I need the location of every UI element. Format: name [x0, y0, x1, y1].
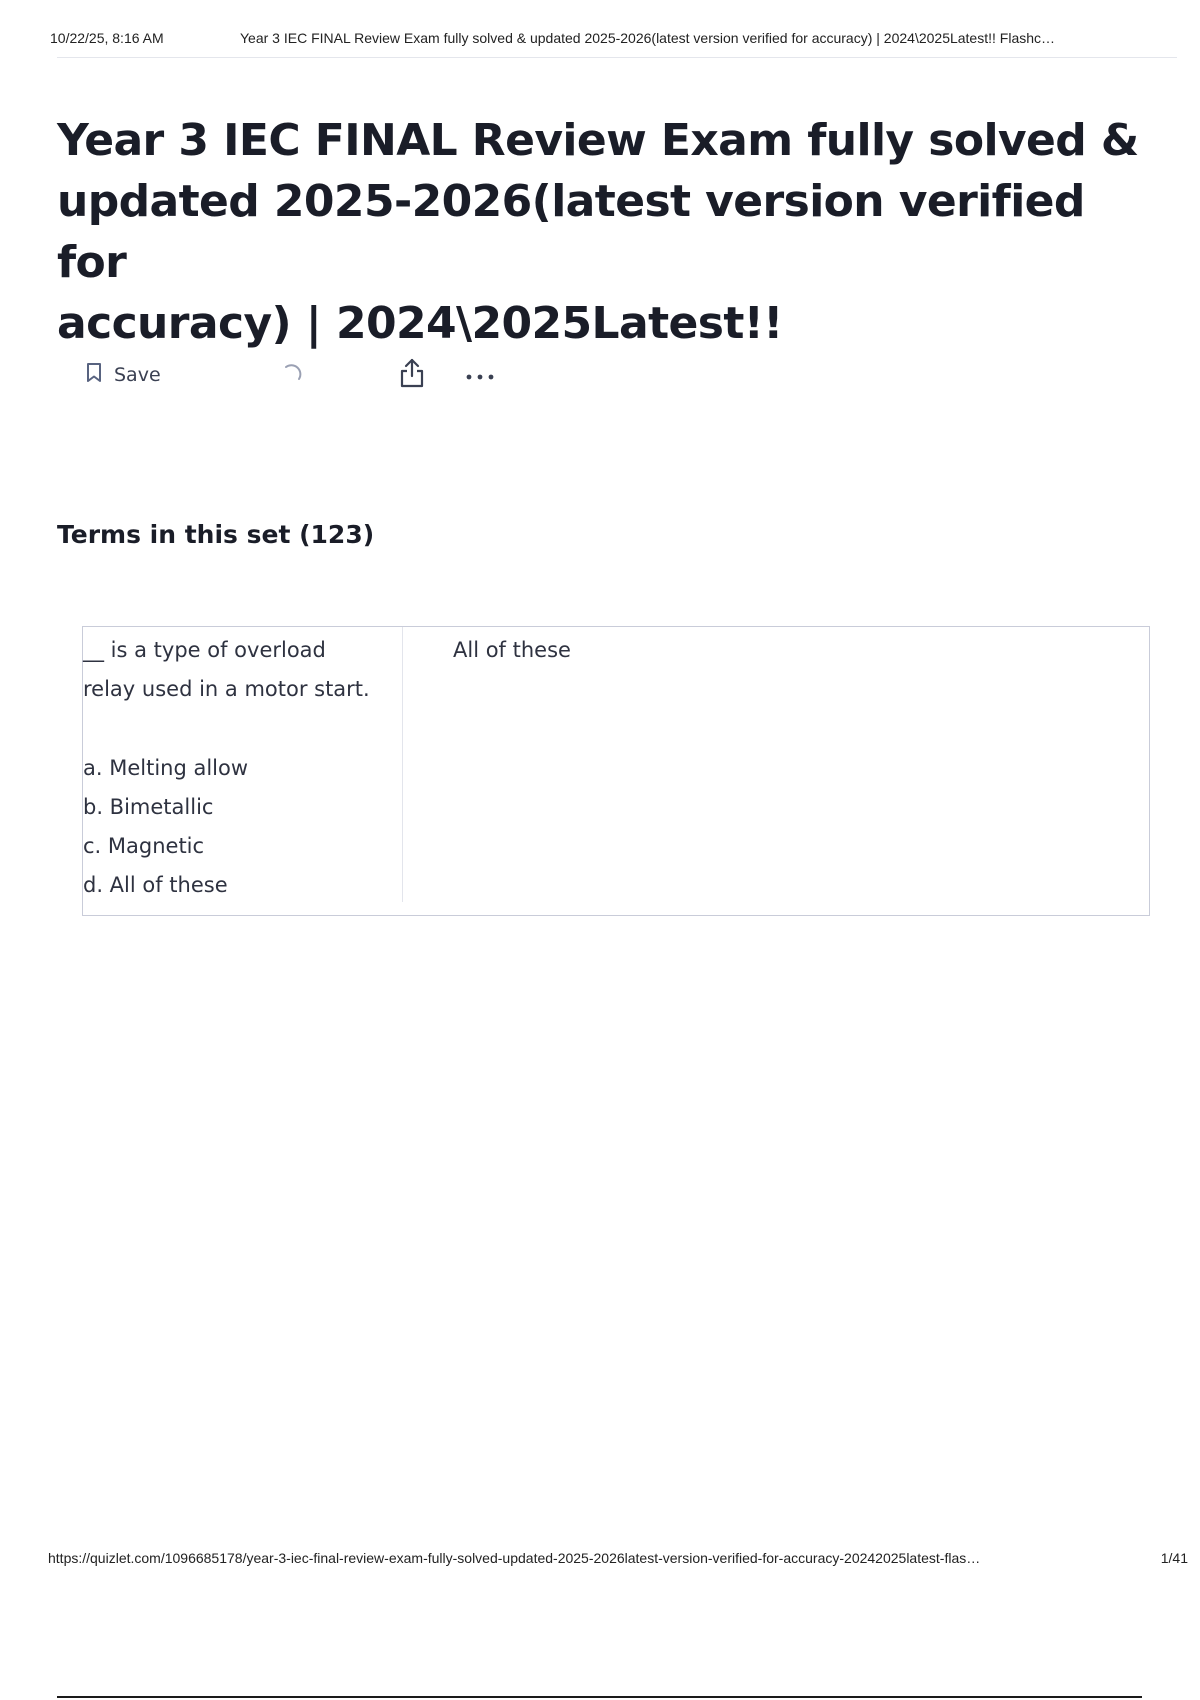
- answer-option: c. Magnetic: [83, 834, 205, 858]
- print-header: [50, 30, 1180, 60]
- answer-option: d. All of these: [83, 873, 228, 897]
- answer-option: a. Melting allow: [83, 756, 249, 780]
- page-title-line: updated 2025-2026(latest version verified for: [57, 176, 1085, 288]
- terms-section-heading: Terms in this set (123): [57, 520, 375, 549]
- print-datetime: 10/22/25, 8:16 AM: [50, 30, 164, 46]
- print-document-title: Year 3 IEC FINAL Review Exam fully solved & updated 2025-2026(latest version verified for accuracy) | 2024\2025Latest!! Flashc…: [240, 30, 1056, 46]
- page-number: 1/41: [1160, 1550, 1188, 1566]
- page-title-line: accuracy) | 2024\2025Latest!!: [57, 298, 783, 349]
- answer-option: b. Bimetallic: [83, 795, 214, 819]
- header-divider: [57, 57, 1177, 58]
- page-title-line: Year 3 IEC FINAL Review Exam fully solved &: [57, 115, 1139, 166]
- page-title: [57, 110, 1147, 354]
- term-line: relay used in a motor start.: [83, 677, 370, 701]
- more-options-icon: [465, 364, 495, 386]
- loading-spinner-icon: [280, 355, 304, 395]
- save-button[interactable]: [86, 355, 161, 395]
- term-card: [82, 626, 1150, 916]
- page-url: https://quizlet.com/1096685178/year-3-iec-final-review-exam-fully-solved-updated-2025-2026latest-version-verified-for-accuracy-20242025latest-flas…: [48, 1550, 981, 1566]
- more-options-button[interactable]: [465, 355, 495, 395]
- share-icon: [398, 357, 426, 394]
- term-line: __ is a type of overload: [83, 638, 326, 662]
- save-button-label: Save: [114, 364, 161, 386]
- set-toolbar: [80, 355, 520, 395]
- term-text: [83, 627, 403, 902]
- bottom-divider: [57, 1696, 1142, 1698]
- bookmark-icon: [86, 362, 102, 389]
- share-button[interactable]: [398, 355, 426, 395]
- definition-text: All of these: [453, 638, 571, 662]
